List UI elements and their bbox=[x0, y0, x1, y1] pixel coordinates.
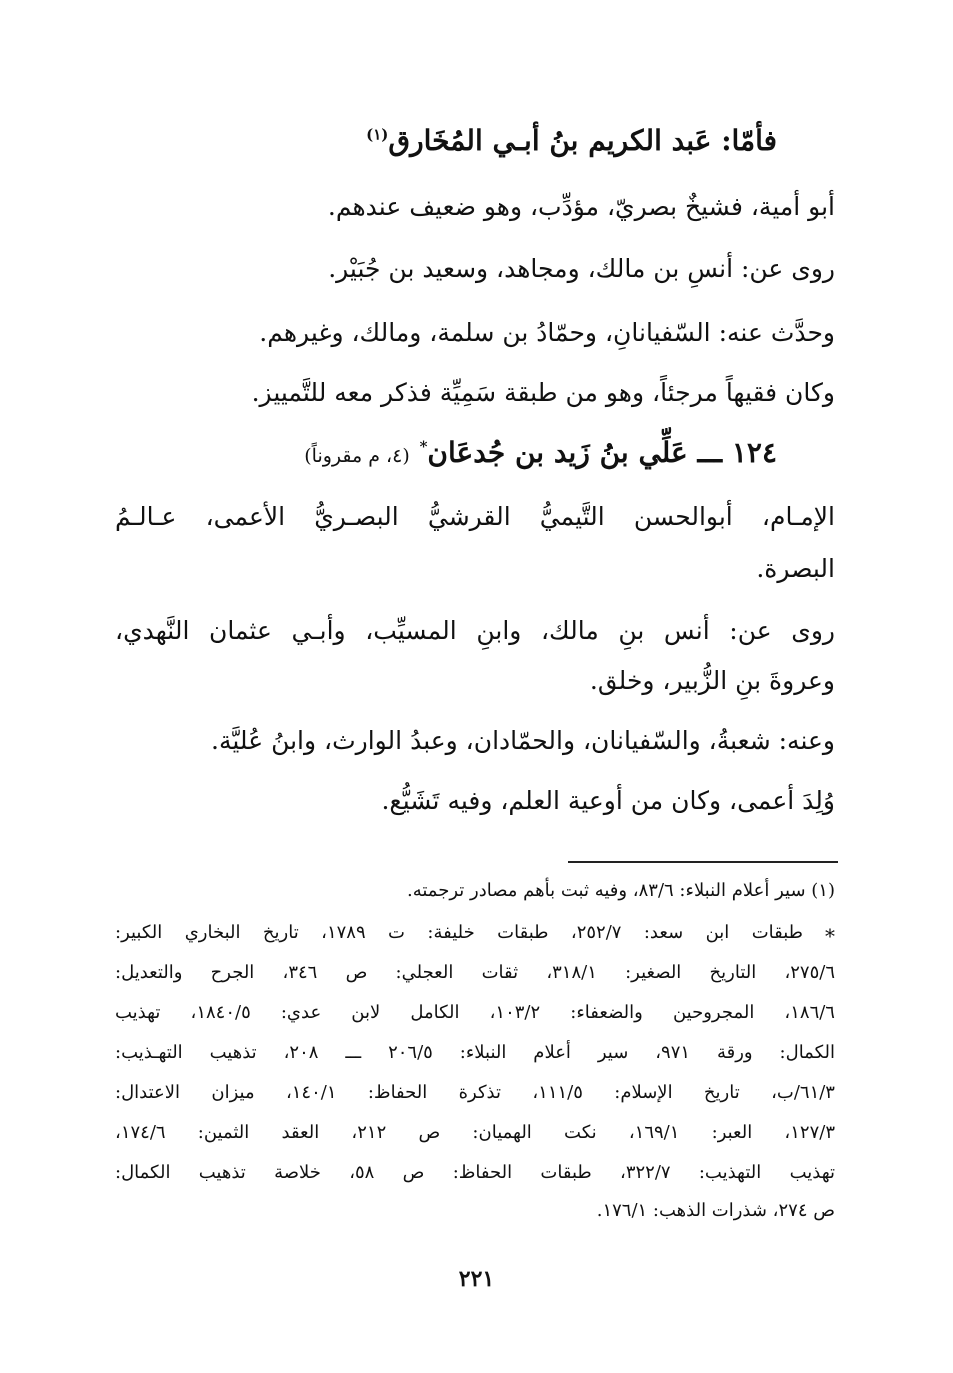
sources-line: ١٨٦/٦، المجروحين والضعفاء: ١٠٣/٢، الكامل لابن عدي: ١٨٤٠/٥، تهذيب bbox=[115, 1002, 835, 1023]
sources-line: ٢٧٥/٦، التاريخ الصغير: ٣١٨/١، ثقات العجلي: ص ٣٤٦، الجرح والتعديل: bbox=[115, 962, 836, 983]
body-line: وُلِدَ أعمى، وكان من أوعية العلم، وفيه تَشَيُّع. bbox=[381, 786, 835, 815]
entry-name: عَلِّي بنُ زَيد بن جُدعَان bbox=[427, 436, 688, 469]
entry-intro-name: عَبد الكريم بنُ أبـي المُخَارق bbox=[388, 124, 712, 157]
sources-line: ١٢٧/٣، العبر: ١٦٩/١، نكت الهميان: ص ٢١٢، العقد الثمين: ١٧٤/٦، bbox=[115, 1122, 835, 1143]
intro-line: أبو أمية، فشيخٌ بصريّ، مؤدِّب، وهو ضعيف عندهم. bbox=[327, 192, 835, 221]
sources-line: ص ٢٧٤، شذرات الذهب: ١٧٦/١. bbox=[596, 1200, 835, 1221]
entry-number: ١٢٤ ـــ bbox=[697, 436, 777, 469]
footnote-1: (١) سير أعلام النبلاء: ٨٣/٦، وفيه ثبت بأهم مصادر ترجمته. bbox=[407, 880, 835, 901]
body-line: الإمـام، أبوالحسن التَّيميُّ القرشيُّ البصـريُّ الأعمى، عـالـمُ bbox=[115, 502, 835, 531]
entry-asterisk: * bbox=[419, 437, 428, 456]
body-line: البصرة. bbox=[756, 554, 835, 583]
sources-line: ٦١/٣/ب، تاريخ الإسلام: ١١١/٥، تذكرة الحفاظ: ١٤٠/١، ميزان الاعتدال: bbox=[115, 1082, 835, 1103]
intro-line: روى عن: أنسِ بن مالك، ومجاهد، وسعيد بن جُبَيْر. bbox=[328, 254, 835, 283]
sources-line: الكمال: ورقة ٩٧١، سير أعلام النبلاء: ٢٠٦/٥ ـــ ٢٠٨، تذهيب التهـذيب: bbox=[115, 1042, 836, 1063]
entry-intro-prefix: فأمّا: bbox=[711, 124, 777, 157]
sources-line: تهذيب التهذيب: ٣٢٢/٧، طبقات الحفاظ: ص ٥٨، خلاصة تذهيب الكمال: bbox=[115, 1162, 836, 1183]
body-line: وعنه: شعبةُ، والسّفيانان، والحمّادان، وعبدُ الوارث، وابنُ عُليَّة. bbox=[211, 726, 835, 755]
entry-intro-heading bbox=[366, 124, 777, 157]
sources-marker: * bbox=[825, 924, 835, 948]
footnote-mark: (١) bbox=[366, 125, 389, 144]
intro-line: وحدَّث عنه: السّفيانانِ، وحمّادُ بن سلمة، ومالك، وغيرهم. bbox=[259, 318, 835, 347]
body-line: روى عن: أنس بنِ مالك، وابنِ المسيِّب، وأبـي عثمان النَّهدي، bbox=[115, 616, 835, 645]
page-number: ٢٢١ bbox=[458, 1266, 495, 1292]
entry-heading bbox=[304, 436, 777, 469]
entry-sigla: (٤، م مقروناً) bbox=[304, 445, 410, 467]
body-line: وعروةَ بنِ الزُّبير، وخلق. bbox=[589, 666, 835, 695]
footnote-separator bbox=[568, 861, 838, 863]
intro-line: وكان فقيهاً مرجئاً، وهو من طبقة سَمِيِّة فذكر معه للتَّمييز. bbox=[251, 378, 835, 407]
sources-line: طبقات ابن سعد: ٢٥٢/٧، طبقات خليفة: ت ١٧٨٩، تاريخ البخاري الكبير: bbox=[115, 922, 803, 943]
